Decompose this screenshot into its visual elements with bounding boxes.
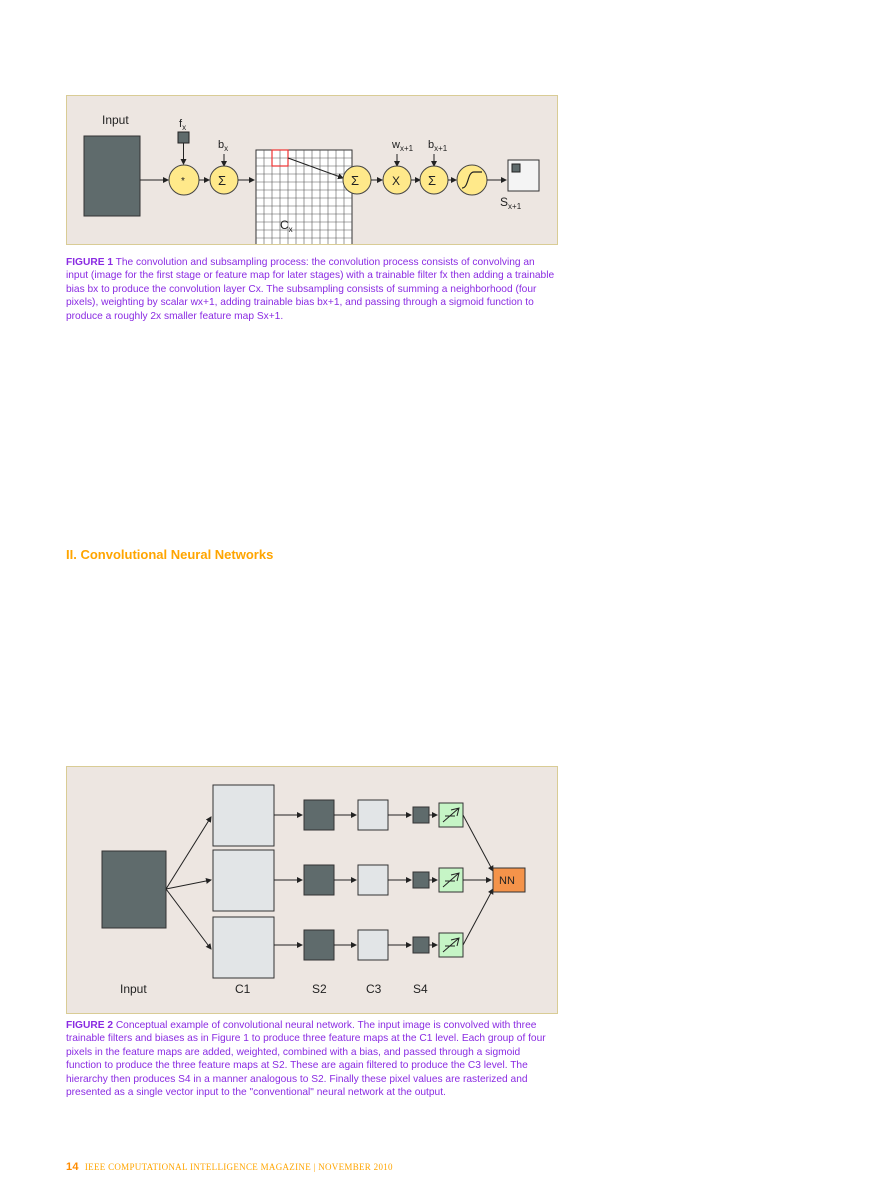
figure-2-caption-text: Conceptual example of convolutional neural network. The input image is convolved with three trainable filters and biases as in Figure 1 to produce three feature maps at the C1 level. Each group of four pixels in the feature maps are added, weighted, combined with a bias, and passed through a sigmoid function to produce the three feature maps at S2. These are again filtered to produce the C3 level. The hierarchy then produces S4 in a manner analogous to S2. Finally these pixel values are rasterized and presented as a single vector input to the "conventional" neural network at the output. [66, 1020, 546, 1099]
figure-1-caption-label: FIGURE 1 [66, 257, 113, 268]
fig2-c3-map-1 [358, 800, 388, 830]
fig2-input-image [102, 851, 166, 928]
figure-2-caption-label: FIGURE 2 [66, 1020, 113, 1031]
svg-text:X: X [392, 174, 401, 188]
figure-1-caption-text: The convolution and subsampling process: the convolution process consists of convolving an input (image for the first stage or feature map for later stages) with a trainable filter fx then adding a trainable bias bx to produce the convolution layer Cx. The subsampling consists of summing a neighborhood (four pixels), weighting by scalar wx+1, adding trainable bias bx+1, and passing through a sigmoid function to produce a roughly 2x smaller feature map Sx+1. [66, 257, 555, 322]
fig2-s4-label: S4 [413, 982, 428, 996]
fig2-row-3 [213, 917, 463, 978]
figure-1 [66, 95, 558, 245]
fig2-s2-map-2 [304, 865, 334, 895]
fig2-c1-map-2 [213, 850, 274, 911]
col1-paragraph-1: in-depth look at the foundations of these technologies, the reader is referred to [7]. Section IV contains other deep architectures that are currently being proposed. Section V contains a brief note about how this research has impacted government and industry initiatives. The conclusion provides a perspective of the potential impact of deep-layered architectures as well as key questions that remain to be answered. [66, 354, 296, 527]
fig2-s2-label: S2 [312, 982, 327, 996]
svg-text:Σ: Σ [218, 173, 227, 188]
col3-paragraph-3: When the weighting is small, the activation function is nearly linear and the result is a blurring of the image; other weightings can cause the activation output to resemble an AND or OR function. These outputs form a new feature map that is then passed through another sequence of convolution, sub-sampling and activation function flow, as illustrated in Figure 2. This process can be repeated an arbitrary number of times. It should be noted that subsequent layers can combine one or more of the previous layers; for example, in [8] the initial six feature maps are combined to form 16 feature maps in the subsequent layer. As described in [33], CNNs create their invariance to object translations by a method dubbed "feature pooling" (the S layers in Figure 2). However, feature pooling is hand crafted by the network organizer, not trained or learned by the system; in CNNs, the pooling is "tuned" by parameters in the learning process but the basic mechanism (the [586, 550, 816, 970]
svg-text:Sx+1: $S_{x+1}$ [500, 195, 522, 211]
figure-2 [66, 766, 558, 1014]
figure-1-diagram [67, 96, 557, 244]
col2-paragraph-1: are intended for speech and time-series processing [53]. CNNs are the first truly successful deep learning approach where many layers of a hierarchy are successfully trained in a robust manner. A CNN is a choice of topology or architecture that leverages spatial relationships to reduce the number of parameters which must be learned and thus improves upon general feed-forward back propagation training. CNNs were proposed as a deep learning framework that is motivated by minimal data preprocessing requirements. In CNNs, small portions of the image (dubbed a local receptive field) are treated as inputs to the lowest layer of the hierarchical structure. Information generally propagates through the different layers of the network whereby at each layer digital filtering is applied in order to obtain salient features of the [326, 354, 556, 703]
column-3 [586, 92, 816, 972]
svg-text:bx: $b_x$ [218, 139, 229, 153]
fig2-row-2 [213, 850, 463, 911]
column-1 [66, 353, 296, 704]
fig2-input-label: Input [120, 982, 147, 996]
fig2-s2-map-3 [304, 930, 334, 960]
col1-paragraph-2: CNNs [8] [9] are a family of multi-layer neural networks particularly designed for use on two-dimensional data, such as images and videos. CNNs are influenced by earlier work in time-delay neural networks (TDNN), which reduce learning computation requirements by sharing weights in a temporal dimension and [66, 564, 296, 702]
figure-2-diagram [67, 767, 557, 1013]
fig2-c1-map-1 [213, 785, 274, 846]
fig1-input-image [84, 136, 140, 216]
fig2-s4-map-2 [413, 872, 429, 888]
page-number: 14 [66, 1161, 79, 1173]
fig2-s4-map-3 [413, 937, 429, 953]
column-2 [326, 353, 556, 705]
fig2-s2-map-1 [304, 800, 334, 830]
svg-text:*: * [181, 176, 185, 187]
svg-text:Σ: Σ [351, 173, 360, 188]
col3-paragraph-1: data observed. The method provides a level of invariance to shift, scale and rotation as the local receptive field allows the neuron or processing unit access to elementary features such as oriented edges or corners. [586, 93, 816, 178]
svg-text:wx+1: $w_{x+1}$ [392, 139, 414, 153]
fig2-row-1 [213, 785, 463, 846]
figure-2-caption [66, 1019, 551, 1099]
fig1-sigmoid-node [457, 165, 487, 195]
fig2-c1-map-3 [213, 917, 274, 978]
fig2-s4-map-1 [413, 807, 429, 823]
fig2-nn-label: NN [499, 875, 515, 887]
fig2-c3-label: C3 [366, 982, 382, 996]
svg-text:Cx: $C_x$ [280, 218, 293, 234]
fig1-filter-icon [178, 132, 189, 143]
fig2-c1-label: C1 [235, 982, 251, 996]
svg-text:Σ: Σ [428, 173, 437, 188]
page-footer [66, 1161, 393, 1173]
figure-1-caption [66, 256, 556, 323]
running-title: IEEE COMPUTATIONAL INTELLIGENCE MAGAZINE | NOVEMBER 2010 [84, 1162, 393, 1172]
fig2-c3-map-3 [358, 930, 388, 960]
fig1-input-label: Input [102, 113, 129, 127]
section-heading: II. Convolutional Neural Networks [66, 546, 274, 562]
svg-text:fx: $f_x$ [179, 118, 187, 132]
fig2-c3-map-2 [358, 865, 388, 895]
col3-paragraph-2: One of the seminal papers on the topic [8] describes an application of CNNs to the classification handwritten digits in the MNIST database. Essentially, the input image is convolved with a set of N small filters whose coefficients are either trained or pre-determined using some criteria. Thus, the first (or lowest) layer of the network consists of "feature maps" which are the result of the convolution processes, with an additive bias and possibly a compression or normalization of the features. This initial stage is followed by a subsampling (typically a 2 × 2 averaging operation) that further reduces the dimensionality and offers some robustness to spatial shifts (see Figure 1). The subsampled feature map then receives a weighting and trainable bias and finally propagates through an activation function. Some variants of this exist with as few as one map per layer [13] or summations of multiple maps [8]. [586, 180, 816, 547]
svg-text:bx+1: $b_{x+1}$ [428, 139, 448, 153]
